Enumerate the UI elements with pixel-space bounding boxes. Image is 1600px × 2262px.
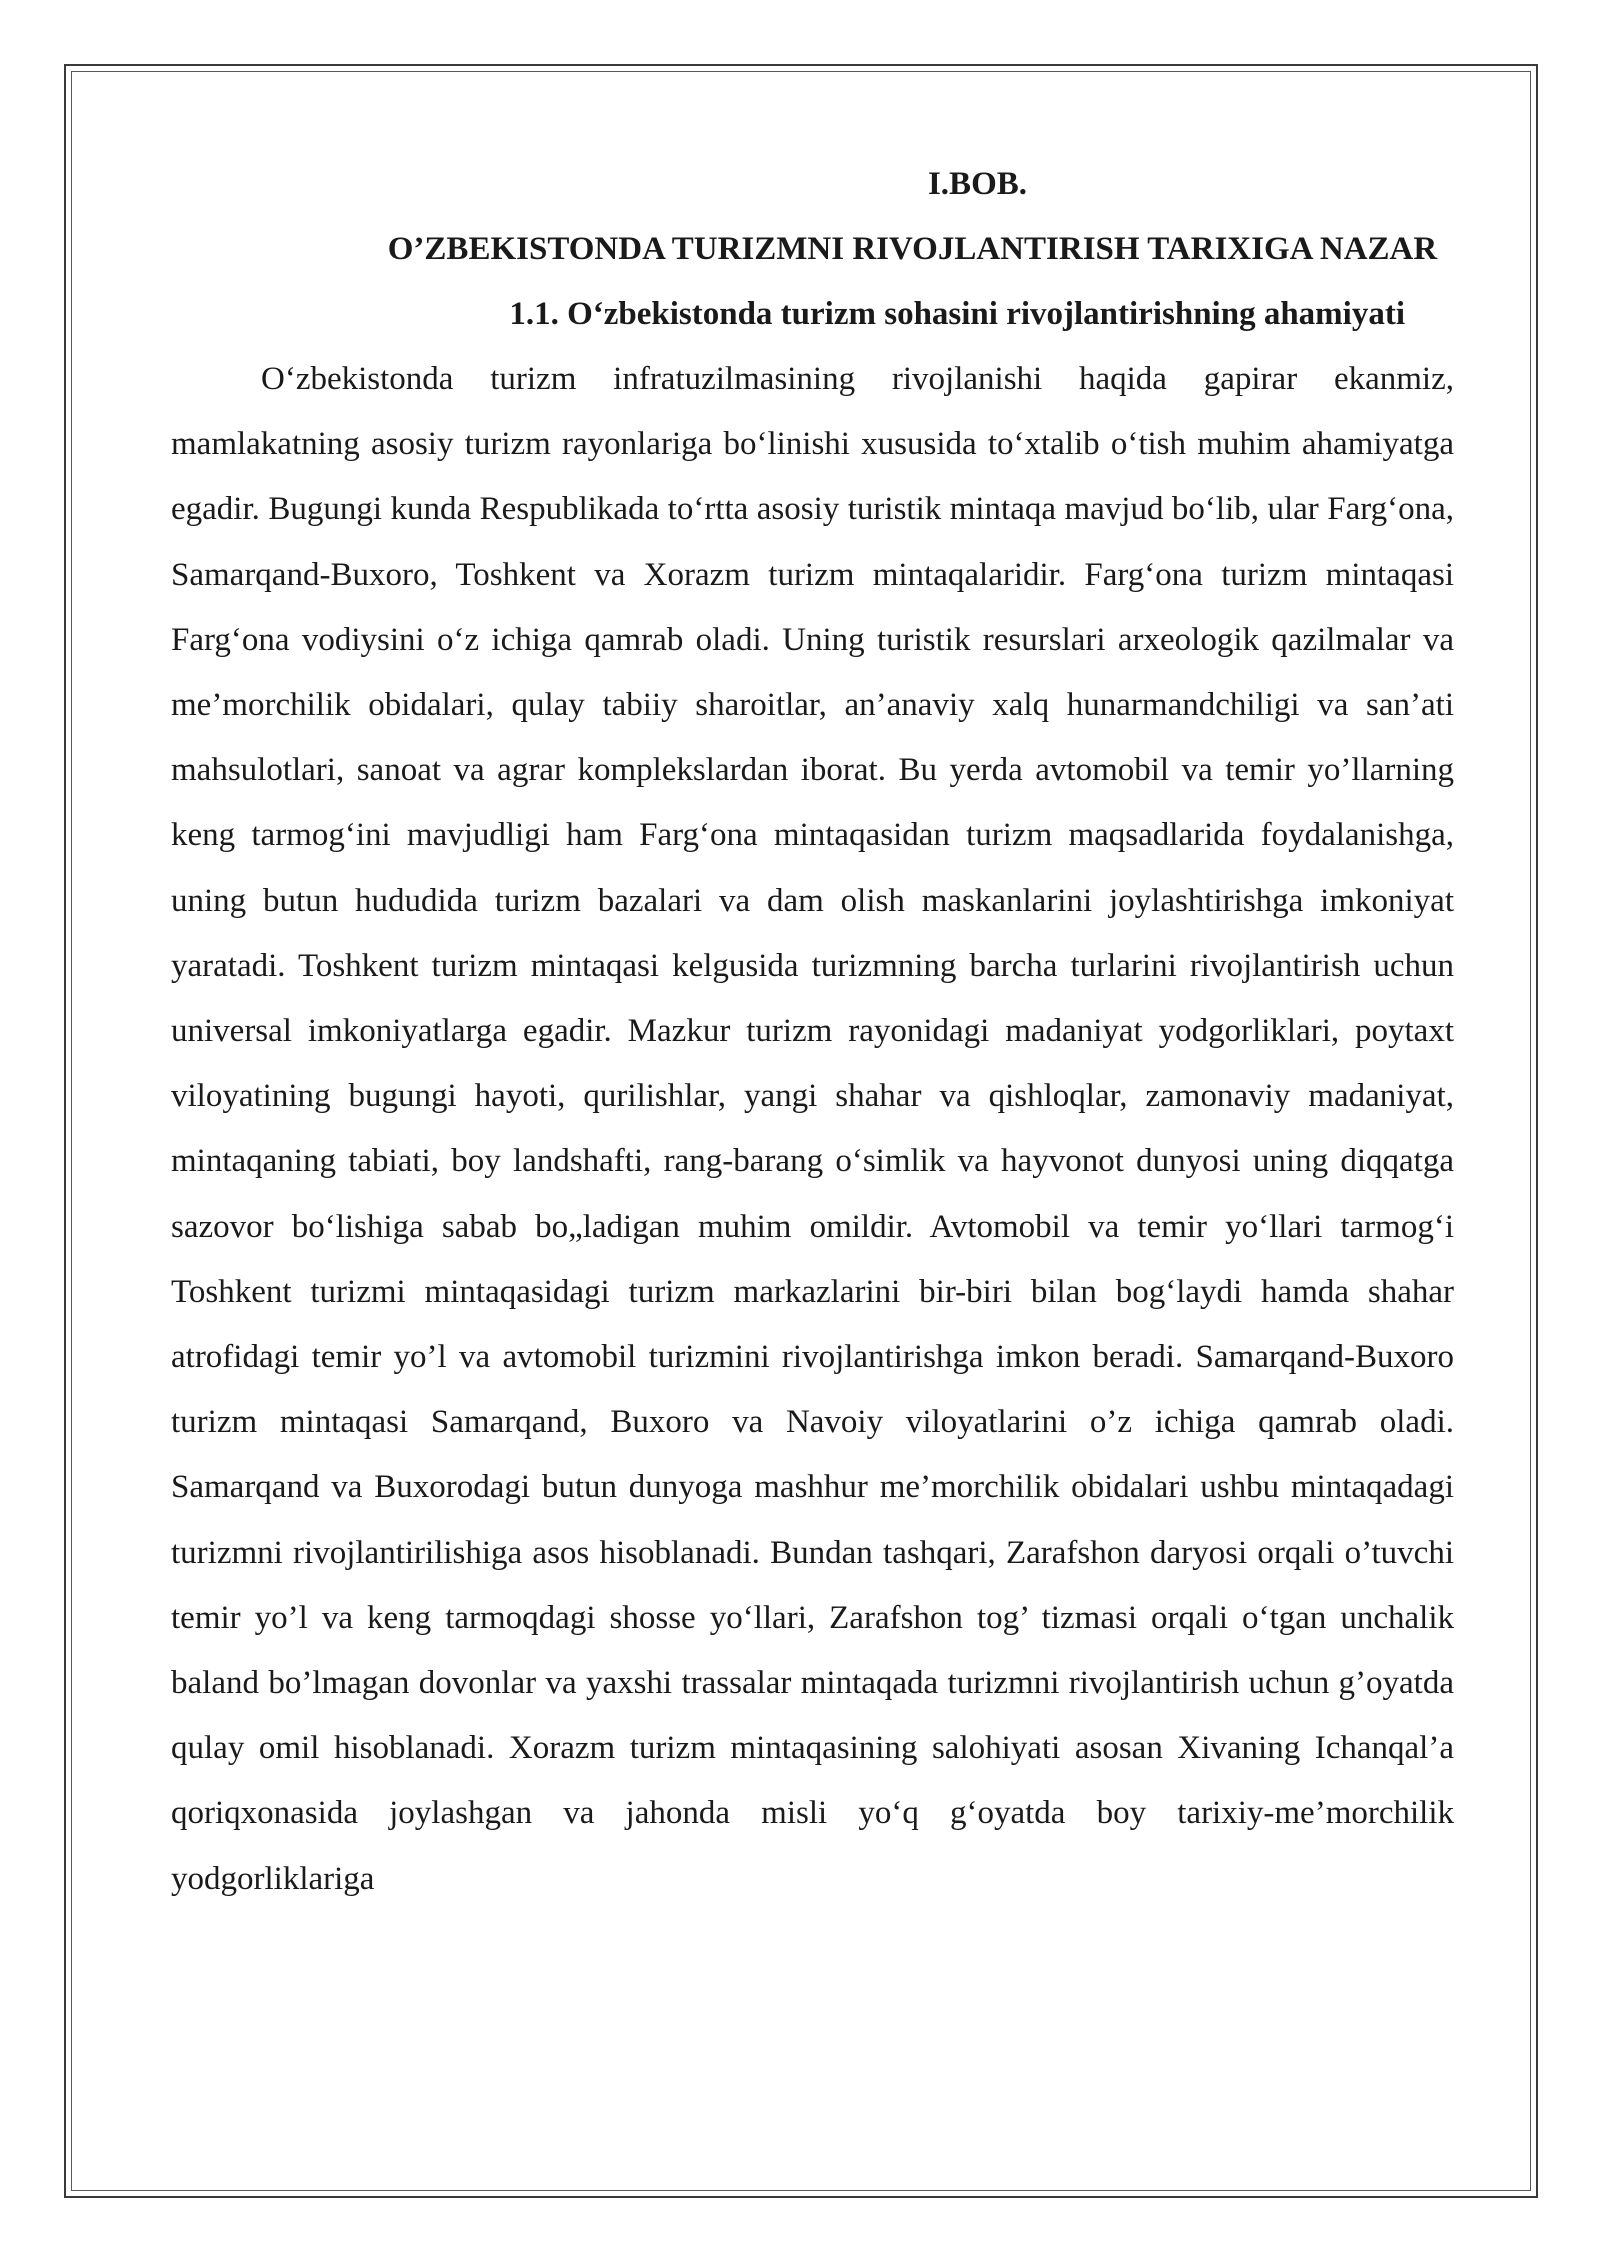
chapter-heading: I.BOB.: [927, 166, 1028, 202]
chapter-title: O’ZBEKISTONDA TURIZMNI RIVOJLANTIRISH TARIXIGA NAZAR: [387, 231, 1438, 267]
body-paragraph: O‘zbekistonda turizm infratuzilmasining rivojlanishi haqida gapirar ekanmiz, mamlakatning asosiy turizm rayonlariga bo‘linishi xususida to‘xtalib o‘tish muhim ahamiyatga egadir. Bugungi kunda Respublikada to‘rtta asosiy turistik mintaqa mavjud bo‘lib, ular Farg‘ona, Samarqand-Buxoro, Toshkent va Xorazm turizm mintaqalaridir. Farg‘ona turizm mintaqasi Farg‘ona vodiysini o‘z ichiga qamrab oladi. Uning turistik resurslari arxeologik qazilmalar va me’morchilik obidalari, qulay tabiiy sharoitlar, an’anaviy xalq hunarmandchiligi va san’ati mahsulotlari, sanoat va agrar komplekslardan iborat. Bu yerda avtomobil va temir yo’llarning keng tarmog‘ini mavjudligi ham Farg‘ona mintaqasidan turizm maqsadlarida foydalanishga, uning butun hududida turizm bazalari va dam olish maskanlarini joylashtirishga imkoniyat yaratadi. Toshkent turizm mintaqasi kelgusida turizmning barcha turlarini rivojlantirish uchun universal imkoniyatlarga egadir. Mazkur turizm rayonidagi madaniyat yodgorliklari, poytaxt viloyatining bugungi hayoti, qurilishlar, yangi shahar va qishloqlar, zamonaviy madaniyat, mintaqaning tabiati, boy landshafti, rang-barang o‘simlik va hayvonot dunyosi uning diqqatga sazovor bo‘lishiga sabab bo„ladigan muhim omildir. Avtomobil va temir yo‘llari tarmog‘i Toshkent turizmi mintaqasidagi turizm markazlarini bir-biri bilan bog‘laydi hamda shahar atrofidagi temir yo’l va avtomobil turizmini rivojlantirishga imkon beradi. Samarqand-Buxoro turizm mintaqasi Samarqand, Buxoro va Navoiy viloyatlarini o’z ichiga qamrab oladi. Samarqand va Buxorodagi butun dunyoga mashhur me’morchilik obidalari ushbu mintaqadagi turizmni rivojlantirilishiga asos hisoblanadi. Bundan tashqari, Zarafshon daryosi orqali o’tuvchi temir yo’l va keng tarmoqdagi shosse yo‘llari, Zarafshon tog’ tizmasi orqali o‘tgan unchalik baland bo’lmagan dovonlar va yaxshi trassalar mintaqada turizmni rivojlantirish uchun g’oyatda qulay omil hisoblanadi. Xorazm turizm mintaqasining salohiyati asosan Xivaning Ichanqal’a qoriqxonasida joylashgan va jahonda misli yo‘q g‘oyatda boy tarixiy-me’morchilik yodgorliklariga: [171, 361, 1454, 1897]
section-heading: 1.1. O‘zbekistonda turizm sohasini rivojlantirishning ahamiyati: [509, 296, 1405, 332]
document-content: [171, 152, 1454, 1912]
